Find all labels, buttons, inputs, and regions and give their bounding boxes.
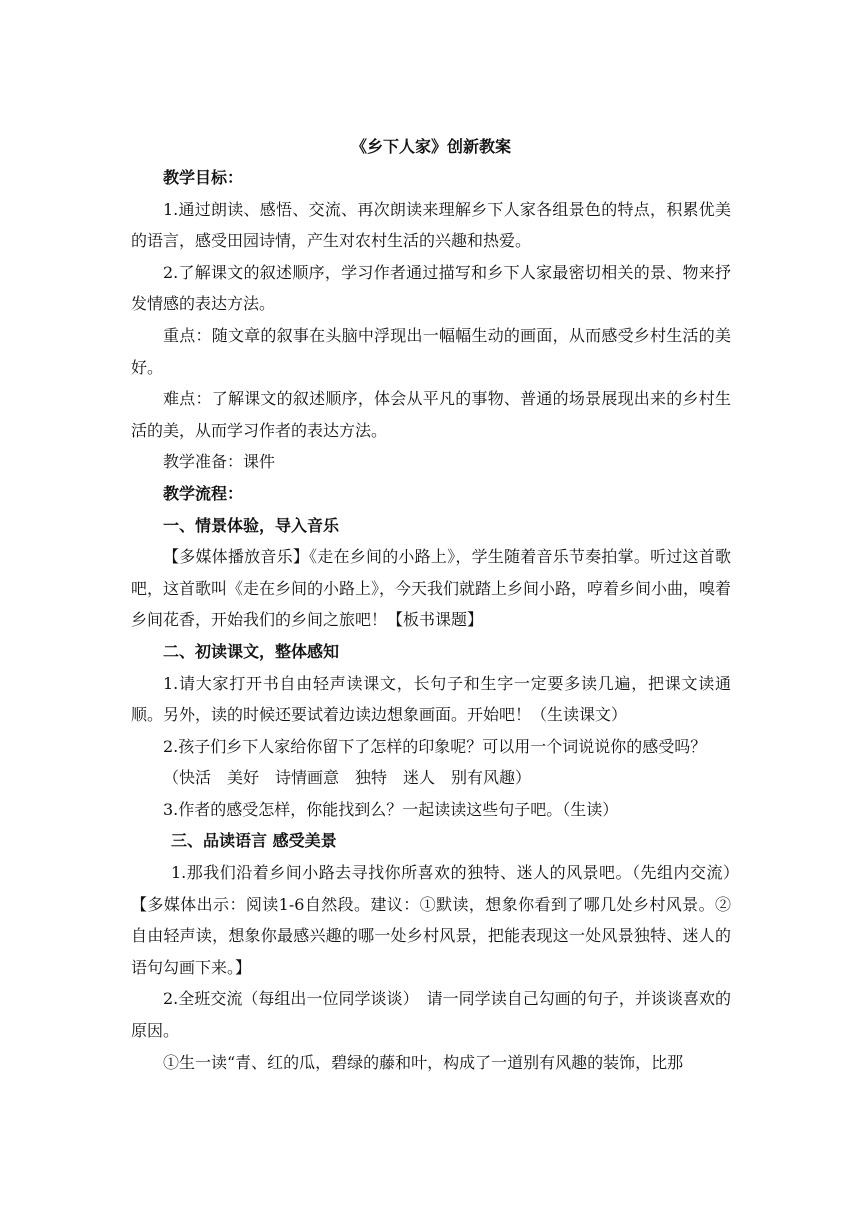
teaching-preparation: 教学准备：课件 (163, 452, 276, 472)
section-3-item-2: 2.全班交流（每组出一位同学谈谈） 请一同学读自己勾画的句子，并谈谈喜欢的原因。 (131, 989, 731, 1041)
section-3-item-2a: ①生一读“青、红的瓜，碧绿的藤和叶，构成了一道别有风趣的装饰，比那 (163, 1052, 684, 1072)
section-3-heading: 三、品读语言 感受美景 (171, 831, 337, 851)
section-2-item-2: 2.孩子们乡下人家给你留下了怎样的印象呢？可以用一个词说说你的感受吗？ (163, 736, 707, 756)
objective-1: 1.通过朗读、感悟、交流、再次朗读来理解乡下人家各组景色的特点，积累优美的语言，感受田园诗情，产生对农村生活的兴趣和热爱。 (131, 199, 731, 251)
objective-2: 2.了解课文的叙述顺序，学习作者通过描写和乡下人家最密切相关的景、物来抒发情感的表达方法。 (131, 262, 731, 314)
document-body (131, 131, 748, 1078)
process-heading: 教学流程： (163, 483, 244, 503)
section-3-item-1: 1.那我们沿着乡间小路去寻找你所喜欢的独特、迷人的风景吧。（先组内交流） 【多媒体出示：阅读1-6自然段。建议：①默读，想象你看到了哪几处乡村风景。②自由轻声读，想象你最感兴趣的哪一处乡村风景，把能表现这一处风景独特、迷人的语句勾画下来。】 (131, 863, 748, 977)
section-1-heading: 一、情景体验，导入音乐 (163, 515, 340, 535)
section-1-text: 【多媒体播放音乐】《走在乡间的小路上》，学生随着音乐节奏拍掌。听过这首歌吧，这首歌叫《走在乡间的小路上》，今天我们就踏上乡间小路，哼着乡间小曲，嗅着乡间花香，开始我们的乡间之旅吧！【板书课题】 (131, 547, 732, 630)
section-2-item-1: 1.请大家打开书自由轻声读课文，长句子和生字一定要多读几遍，把课文读通顺。另外，读的时候还要试着边读边想象画面。开始吧！（生读课文） (131, 673, 731, 725)
section-2-choices: （快活 美好 诗情画意 独特 迷人 别有风趣） (163, 768, 532, 788)
key-point: 重点：随文章的叙事在头脑中浮现出一幅幅生动的画面，从而感受乡村生活的美好。 (131, 325, 731, 377)
document-title: 《乡下人家》创新教案 (350, 137, 511, 156)
difficult-point: 难点：了解课文的叙述顺序，体会从平凡的事物、普通的场景展现出来的乡村生活的美，从而学习作者的表达方法。 (131, 389, 731, 440)
objectives-heading: 教学目标： (163, 168, 244, 187)
section-2-item-3: 3.作者的感受怎样，你能找到么？一起读读这些句子吧。（生读） (163, 799, 619, 819)
section-2-heading: 二、初读课文，整体感知 (163, 641, 340, 661)
